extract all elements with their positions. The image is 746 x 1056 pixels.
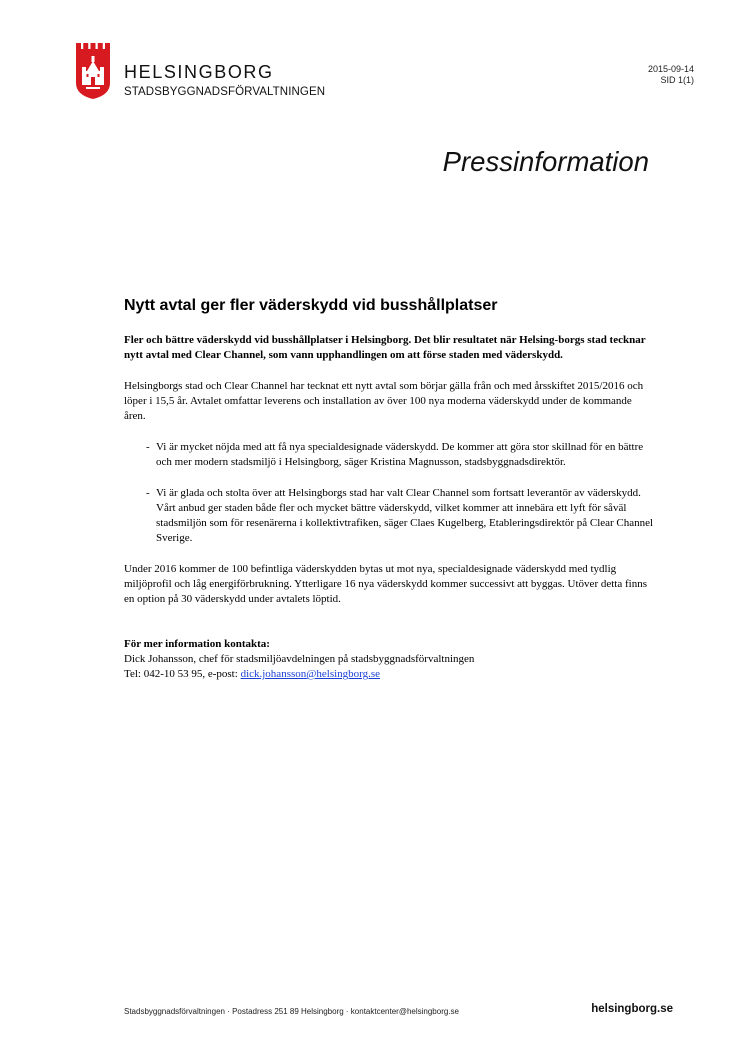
footer-address: Stadsbyggnadsförvaltningen · Postadress 251 89 Helsingborg · kontaktcenter@helsingborg.se <box>124 1007 459 1016</box>
contact-heading: För mer information kontakta: <box>124 638 270 650</box>
quote-text: Vi är glada och stolta över att Helsingborgs stad har valt Clear Channel som fortsatt leverantör av väderskydd. Vårt anbud ger staden både fler och mycket bättre väderskydd, vilket kommer att innebära ett lyft för såväl stadsmiljön som för resenärerna i kollektivtrafiken, säger Claes Kugelberg, Etableringsdirektör på Clear Channel Sverige. <box>156 487 654 544</box>
bullet-dash: - <box>146 441 150 453</box>
contact-phone: Tel: 042-10 53 95, e-post: <box>124 668 241 680</box>
bullet-dash: - <box>146 487 150 499</box>
lede-paragraph: Fler och bättre väderskydd vid busshållplatser i Helsingborg. Det blir resultatet när Helsing-borgs stad tecknar nytt avtal med Clear Channel, som vann upphandlingen om att förse staden med väderskydd. <box>124 334 646 361</box>
contact-email-link[interactable]: dick.johansson@helsingborg.se <box>240 668 381 680</box>
contact-person: Dick Johansson, chef för stadsmiljöavdelningen på stadsbyggnadsförvaltningen <box>124 653 475 665</box>
contact-block <box>124 637 656 682</box>
headline: Nytt avtal ger fler väderskydd vid busshållplatser <box>124 297 498 314</box>
closing-paragraph: Under 2016 kommer de 100 befintliga väderskydden bytas ut mot nya, specialdesignade väderskydd med tydlig miljöprofil och låg energiförbrukning. Ytterligare 16 nya väderskydd kommer successivt att byggas. Utöver detta finns en option på 30 väderskydd under avtalets löptid. <box>124 563 647 605</box>
brand-department: STADSBYGGNADSFÖRVALTNINGEN <box>124 86 326 98</box>
document-meta <box>648 64 694 86</box>
quote-item <box>124 486 656 546</box>
document-type-title: Pressinformation <box>442 146 649 177</box>
footer-website: helsingborg.se <box>591 1003 673 1015</box>
article-body <box>124 333 656 682</box>
intro-paragraph: Helsingborgs stad och Clear Channel har tecknat ett nytt avtal som börjar gälla från och med årsskiftet 2015/2016 och löper i 15,5 år. Avtalet omfattar leverens och installation av över 100 nya moderna väderskydd under de kommande åren. <box>124 380 644 422</box>
quote-item <box>124 440 656 470</box>
page-number: SID 1(1) <box>660 75 694 85</box>
quote-text: Vi är mycket nöjda med att få nya specialdesignade väderskydd. De kommer att göra stor skillnad för en bättre och mer modern stadsmiljö i Helsingborg, säger Kristina Magnusson, stadsbyggnadsdirektör. <box>156 441 644 468</box>
helsingborg-coat-of-arms-icon <box>76 43 110 99</box>
brand-name: HELSINGBORG <box>124 62 274 82</box>
document-date: 2015-09-14 <box>647 64 694 74</box>
contact-line <box>124 667 656 682</box>
